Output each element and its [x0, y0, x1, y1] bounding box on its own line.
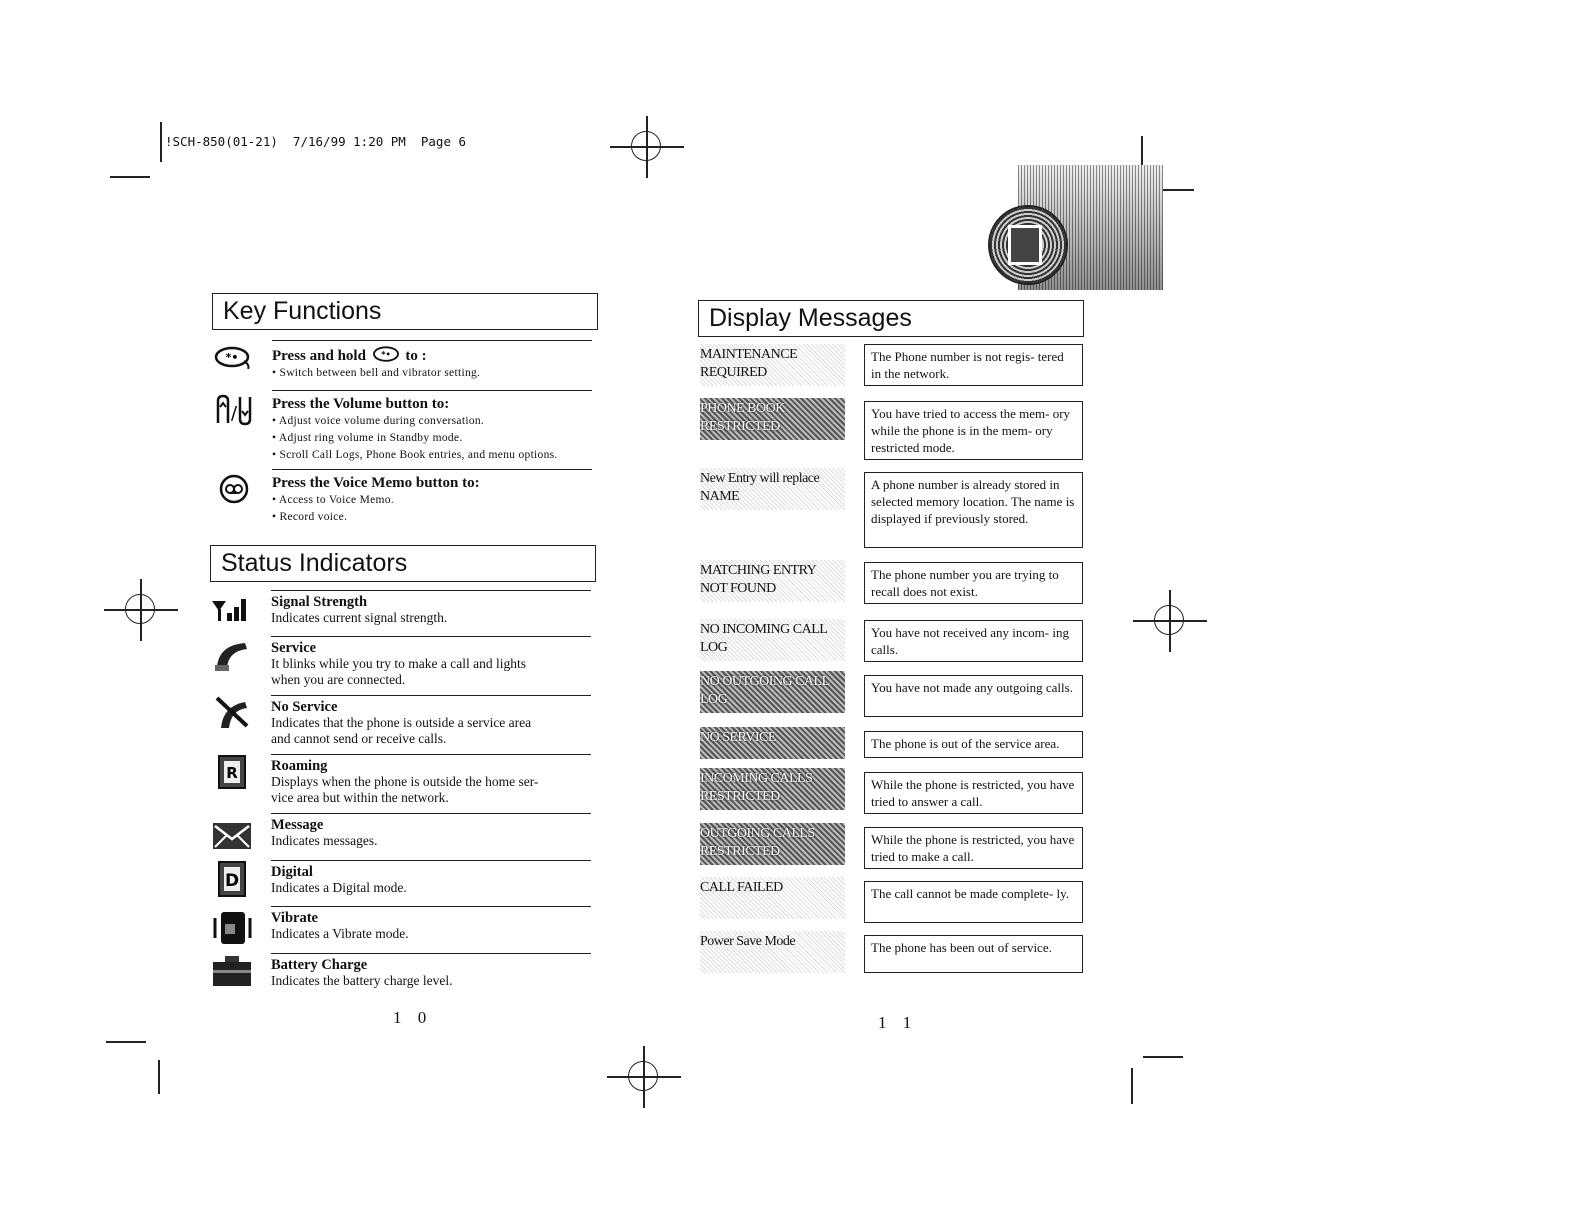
- key-function-item: [272, 390, 592, 464]
- message-description: The call cannot be made complete- ly.: [864, 881, 1083, 923]
- lcd-screen: CALL FAILED: [700, 877, 845, 919]
- lcd-screen: INCOMING CALLS RESTRICTED: [700, 768, 845, 810]
- status-desc: Indicates messages.: [271, 833, 378, 848]
- status-desc: Indicates a Vibrate mode.: [271, 926, 409, 941]
- registration-mark: [624, 124, 670, 170]
- phone-ring-icon: [988, 205, 1068, 285]
- battery-icon: [211, 954, 253, 990]
- crop-mark: [110, 176, 150, 178]
- no-service-icon: [211, 694, 253, 730]
- status-title: Message: [271, 817, 324, 833]
- lcd-screen: New Entry will replace NAME: [700, 468, 845, 510]
- signal-strength-icon: [211, 593, 253, 629]
- status-desc: Indicates the battery charge level.: [271, 973, 453, 988]
- crop-mark: [1143, 1056, 1183, 1058]
- key-function-item: [272, 469, 592, 526]
- roaming-icon: [211, 754, 253, 790]
- lcd-screen: MATCHING ENTRY NOT FOUND: [700, 560, 845, 602]
- key-function-bullet: • Scroll Call Logs, Phone Book entries, and menu options.: [272, 449, 558, 461]
- status-desc: when you are connected.: [271, 672, 406, 687]
- message-description: While the phone is restricted, you have tried to answer a call.: [864, 772, 1083, 814]
- lcd-screen: NO SERVICE: [700, 727, 845, 759]
- status-item: [271, 754, 591, 806]
- status-desc: Indicates current signal strength.: [271, 610, 448, 625]
- status-item: [271, 695, 591, 747]
- key-function-item: [272, 340, 592, 382]
- message-description: The phone has been out of service.: [864, 935, 1083, 973]
- chapter-tab-graphic: [1018, 165, 1163, 290]
- key-function-title-suffix: to :: [405, 348, 427, 364]
- message-description: A phone number is already stored in selected memory location. The name is displayed if previously stored.: [864, 472, 1083, 548]
- voice-memo-key-icon: [219, 474, 249, 509]
- svg-text:/: /: [231, 403, 238, 424]
- key-function-bullet: • Adjust voice volume during conversation.: [272, 415, 485, 427]
- message-description: While the phone is restricted, you have tried to make a call.: [864, 827, 1083, 869]
- page-number: 1 1: [878, 1013, 918, 1032]
- svg-text:D: D: [224, 871, 240, 891]
- status-item: [271, 636, 591, 688]
- key-function-bullet: • Access to Voice Memo.: [272, 494, 394, 506]
- lcd-screen: OUTGOING CALLS RESTRICTED: [700, 823, 845, 865]
- message-description: You have not received any incom- ing calls.: [864, 620, 1083, 662]
- key-functions-title: Key Functions: [212, 293, 598, 330]
- digital-icon: [211, 860, 253, 896]
- status-title: Signal Strength: [271, 594, 368, 610]
- volume-keys-icon: [214, 393, 254, 432]
- message-description: You have not made any outgoing calls.: [864, 675, 1083, 717]
- registration-mark: [118, 587, 164, 633]
- message-description: The phone number you are trying to recall does not exist.: [864, 562, 1083, 604]
- status-title: Service: [271, 640, 317, 656]
- lcd-screen: NO OUTGOING CALL LOG: [700, 671, 845, 713]
- status-item: [271, 813, 591, 849]
- status-title: Digital: [271, 864, 313, 880]
- lcd-screen: NO INCOMING CALL LOG: [700, 619, 845, 661]
- vibrate-icon: [211, 908, 253, 944]
- key-function-title: Press the Voice Memo button to:: [272, 475, 480, 491]
- status-desc: Indicates that the phone is outside a service area: [271, 715, 532, 730]
- key-function-bullet: • Record voice.: [272, 511, 348, 523]
- crop-mark: [158, 1060, 160, 1094]
- star-pound-key-icon: [370, 345, 402, 363]
- registration-mark: [621, 1054, 667, 1100]
- status-desc: Indicates a Digital mode.: [271, 880, 407, 895]
- status-title: Vibrate: [271, 910, 318, 926]
- crop-mark: [160, 122, 162, 162]
- print-header: !SCH-850(01-21) 7/16/99 1:20 PM Page 6: [165, 134, 467, 149]
- status-title: No Service: [271, 699, 338, 715]
- lcd-screen: PHONE BOOK RESTRICTED: [700, 398, 845, 440]
- status-desc: and cannot send or receive calls.: [271, 731, 447, 746]
- key-function-bullet: • Adjust ring volume in Standby mode.: [272, 432, 463, 444]
- status-desc: Displays when the phone is outside the home ser-: [271, 774, 539, 789]
- status-item: [271, 953, 591, 989]
- key-function-title: Press the Volume button to:: [272, 396, 450, 412]
- message-description: The phone is out of the service area.: [864, 731, 1083, 758]
- status-desc: vice area but within the network.: [271, 790, 449, 805]
- lcd-screen: Power Save Mode: [700, 931, 845, 973]
- svg-text:*•: *•: [380, 349, 391, 359]
- status-title: Battery Charge: [271, 957, 368, 973]
- svg-text:R: R: [226, 764, 238, 782]
- display-messages-title: Display Messages: [698, 300, 1084, 337]
- page-number: 1 0: [393, 1008, 433, 1027]
- status-title: Roaming: [271, 758, 328, 774]
- key-function-title: Press and hold: [272, 348, 366, 364]
- registration-mark: [1147, 598, 1193, 644]
- star-pound-key-icon: [214, 345, 250, 374]
- service-icon: [211, 637, 253, 673]
- status-desc: It blinks while you try to make a call and lights: [271, 656, 526, 671]
- status-item: [271, 906, 591, 942]
- message-description: You have tried to access the mem- ory while the phone is in the mem- ory restricted mode.: [864, 401, 1083, 460]
- status-item: [271, 590, 591, 626]
- lcd-screen: MAINTENANCE REQUIRED: [700, 344, 845, 386]
- key-function-bullet: • Switch between bell and vibrator setting.: [272, 367, 481, 379]
- svg-text:*•: *•: [225, 351, 239, 364]
- crop-mark: [1131, 1068, 1133, 1104]
- message-description: The Phone number is not regis- tered in the network.: [864, 344, 1083, 386]
- status-indicators-title: Status Indicators: [210, 545, 596, 582]
- message-icon: [211, 817, 253, 853]
- status-item: [271, 860, 591, 896]
- crop-mark: [106, 1041, 146, 1043]
